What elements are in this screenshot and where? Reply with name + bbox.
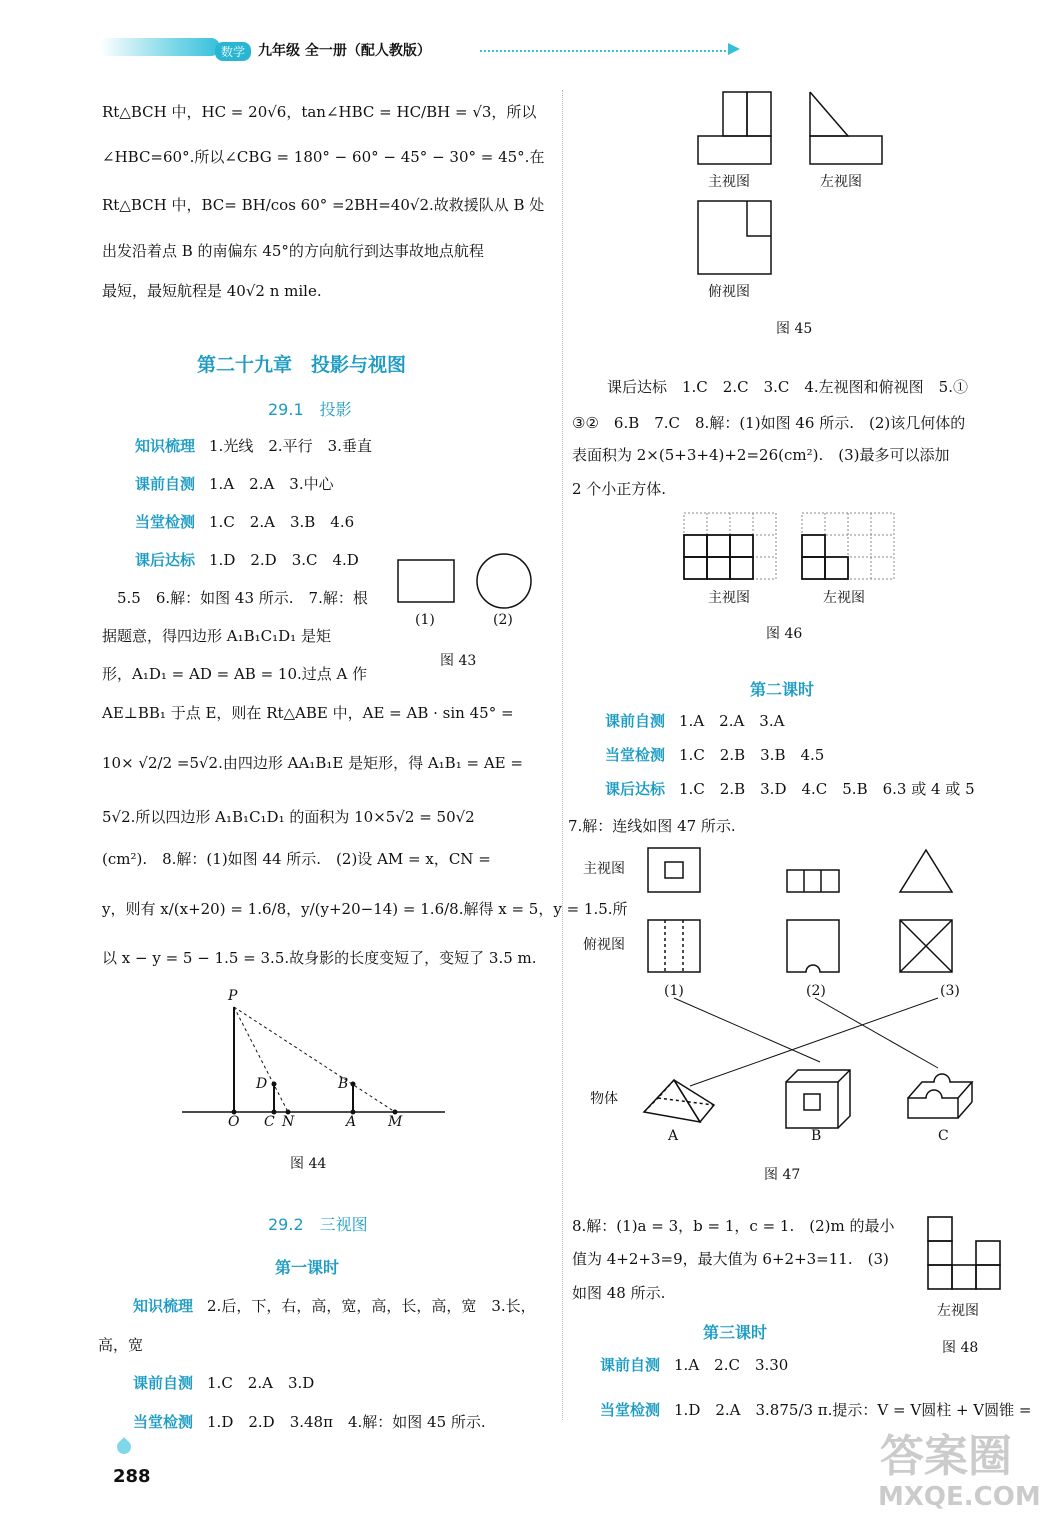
column-divider bbox=[562, 90, 563, 1420]
fig47-label-a: A bbox=[668, 1128, 679, 1144]
fig44-label-d: D bbox=[256, 1076, 268, 1092]
row-text: 1.C 2.B 3.B 4.5 bbox=[679, 746, 825, 764]
l2-row-2 bbox=[605, 744, 824, 765]
row-text: 1.C 2.A 3.B 4.6 bbox=[209, 513, 355, 531]
fig47-object-label: 物体 bbox=[590, 1091, 618, 1107]
fig45-side-label: 左视图 bbox=[820, 174, 862, 190]
s1-body-9: 以 x − y = 5 − 1.5 = 3.5.故身影的长度变短了，变短了 3.5 m. bbox=[102, 949, 537, 967]
row-text: 1.A 2.A 3.A bbox=[679, 712, 785, 730]
s1-body-7: (cm²). 8.解：(1)如图 44 所示. (2)设 AM = x，CN = bbox=[102, 850, 491, 868]
s1-row-1 bbox=[135, 435, 372, 456]
row-text: 1.A 2.A 3.中心 bbox=[209, 475, 334, 493]
lesson-1-title: 第一课时 bbox=[275, 1258, 340, 1277]
p8-line-1: 8.解：(1)a = 3，b = 1，c = 1. (2)m 的最小 bbox=[572, 1217, 895, 1235]
s1-body-2: 据题意，得四边形 A₁B₁C₁D₁ 是矩 bbox=[102, 627, 331, 645]
s2-row-2 bbox=[133, 1372, 314, 1393]
fig48-cell bbox=[928, 1217, 952, 1241]
row-label: 知识梳理 bbox=[133, 1297, 194, 1315]
fig45-front-label: 主视图 bbox=[708, 174, 750, 190]
fig45-front-left-col bbox=[723, 92, 747, 136]
row-label: 当堂检测 bbox=[135, 513, 196, 531]
fig47-object-c bbox=[908, 1074, 972, 1118]
row-text: 1.C 2.A 3.D bbox=[207, 1374, 315, 1392]
fig47-number-1: (1) bbox=[664, 983, 684, 999]
row-label: 当堂检测 bbox=[600, 1401, 661, 1419]
row-label: 当堂检测 bbox=[605, 746, 666, 764]
row-label: 课前自测 bbox=[133, 1374, 194, 1392]
fig47-front-1 bbox=[648, 848, 700, 892]
fig43-caption: 图 43 bbox=[440, 653, 477, 669]
row-text: 2.后，下，右，高，宽，高，长，高，宽 3.长， bbox=[207, 1297, 536, 1315]
fig47-label-c: C bbox=[938, 1128, 949, 1144]
row-text: 1.C 2.B 3.D 4.C 5.B 6.3 或 4 或 5 bbox=[679, 780, 975, 798]
fig46-caption: 图 46 bbox=[766, 626, 803, 642]
fig44-label-b: B bbox=[338, 1076, 349, 1092]
fig47-link-3-a bbox=[690, 998, 938, 1086]
fig47-front-label: 主视图 bbox=[583, 861, 625, 877]
fig47-link-1-b bbox=[674, 998, 820, 1062]
fig46-front-label: 主视图 bbox=[708, 590, 750, 606]
hk-line-4: 2 个小正方体. bbox=[572, 480, 667, 498]
fig47-top-2 bbox=[787, 920, 839, 972]
fig45-caption: 图 45 bbox=[776, 321, 813, 337]
fig47-object-b bbox=[786, 1070, 850, 1128]
s2-row-1 bbox=[133, 1295, 536, 1316]
s1-body-6: 5√2.所以四边形 A₁B₁C₁D₁ 的面积为 10×5√2 = 50√2 bbox=[102, 808, 475, 826]
intro-line-1: Rt△BCH 中，HC = 20√6，tan∠HBC = HC/BH = √3，所以 bbox=[102, 103, 537, 121]
fig44-label-a: A bbox=[346, 1114, 357, 1130]
drop-icon bbox=[114, 1437, 134, 1457]
fig43-rectangle bbox=[398, 560, 454, 602]
row-text: 1.D 2.D 3.48π 4.解：如图 45 所示. bbox=[207, 1413, 486, 1431]
fig48-cell bbox=[928, 1265, 952, 1289]
l2-row-1 bbox=[605, 710, 784, 731]
fig44-label-c: C bbox=[264, 1114, 275, 1130]
fig44-label-o: O bbox=[228, 1114, 240, 1130]
figure-44 bbox=[180, 985, 450, 1125]
chapter-title: 第二十九章 投影与视图 bbox=[197, 354, 407, 376]
fig45-side-triangle bbox=[810, 92, 848, 136]
fig46-front-cell bbox=[684, 557, 707, 579]
fig43-label-2: (2) bbox=[493, 612, 513, 628]
fig47-object-a bbox=[644, 1080, 714, 1122]
book-info: 九年级 全一册（配人教版） bbox=[258, 43, 431, 59]
fig47-link-2-c bbox=[815, 998, 938, 1068]
fig46-front-cell bbox=[684, 535, 707, 557]
l3-row-1 bbox=[600, 1354, 788, 1375]
fig47-top-label: 俯视图 bbox=[583, 937, 625, 953]
s1-body-8: y，则有 x/(x+20) = 1.6/8，y/(y+20−14) = 1.6/8.解得 x = 5，y = 1.5.所 bbox=[102, 900, 628, 918]
row-text: 1.D 2.D 3.C 4.D bbox=[209, 551, 359, 569]
fig44-label-m: M bbox=[388, 1114, 403, 1130]
fig45-top-label: 俯视图 bbox=[708, 284, 750, 300]
fig44-point-b bbox=[351, 1082, 356, 1087]
fig44-ray-pm bbox=[234, 1007, 395, 1112]
fig45-top-inner bbox=[747, 201, 771, 236]
subject-badge: 数学 bbox=[215, 42, 251, 61]
fig44-point-d bbox=[272, 1082, 277, 1087]
fig46-side-cell bbox=[802, 535, 825, 557]
fig43-circle bbox=[477, 554, 531, 608]
fig47-caption: 图 47 bbox=[764, 1167, 801, 1183]
fig46-side-cell bbox=[802, 557, 825, 579]
fig47-front-1-inner bbox=[665, 862, 683, 878]
fig48-cell bbox=[976, 1241, 1000, 1265]
l2-row-3 bbox=[605, 778, 975, 799]
figure-46 bbox=[680, 510, 930, 585]
fig48-cell bbox=[928, 1241, 952, 1265]
fig47-label-b: B bbox=[811, 1128, 822, 1144]
fig46-front-cell bbox=[707, 557, 730, 579]
fig45-front-base bbox=[698, 136, 771, 164]
page-number: 288 bbox=[113, 1466, 151, 1487]
intro-line-4: 出发沿着点 B 的南偏东 45°的方向航行到达事故地点航程 bbox=[102, 242, 484, 260]
p8-line-2: 值为 4+2+3=9，最大值为 6+2+3=11. (3) bbox=[572, 1250, 889, 1268]
s1-row-3 bbox=[135, 511, 354, 532]
fig48-cell bbox=[976, 1265, 1000, 1289]
l3-row-2 bbox=[600, 1399, 1031, 1420]
fig47-front-3 bbox=[900, 850, 952, 892]
lesson-2-title: 第二课时 bbox=[750, 680, 815, 699]
fig46-side-label: 左视图 bbox=[823, 590, 865, 606]
row-text: 1.光线 2.平行 3.垂直 bbox=[209, 437, 372, 455]
hk-line-3: 表面积为 2×(5+3+4)+2=26(cm²). (3)最多可以添加 bbox=[572, 446, 950, 464]
hk-line-2: ③② 6.B 7.C 8.解：(1)如图 46 所示. (2)该几何体的 bbox=[572, 414, 966, 432]
intro-line-5: 最短，最短航程是 40√2 n mile. bbox=[102, 282, 322, 300]
row-label: 当堂检测 bbox=[133, 1413, 194, 1431]
hk-line-1: 课后达标 1.C 2.C 3.C 4.左视图和俯视图 5.① bbox=[607, 378, 968, 396]
l2-q7: 7.解：连线如图 47 所示. bbox=[568, 817, 736, 835]
section-title-29-2: 29.2 三视图 bbox=[268, 1215, 368, 1234]
fig46-side-cell bbox=[825, 557, 848, 579]
s1-body-1: 5.5 6.解：如图 43 所示. 7.解：根 bbox=[117, 589, 368, 607]
fig44-label-p: P bbox=[228, 988, 238, 1004]
row-label: 课后达标 bbox=[135, 551, 196, 569]
section-title-29-1: 29.1 投影 bbox=[268, 400, 352, 419]
row-label: 课前自测 bbox=[135, 475, 196, 493]
fig43-label-1: (1) bbox=[415, 612, 435, 628]
s1-body-5: 10× √2/2 =5√2.由四边形 AA₁B₁E 是矩形，得 A₁B₁ = AE = bbox=[102, 754, 523, 772]
s2-row-3 bbox=[133, 1411, 486, 1432]
fig46-front-cell bbox=[707, 535, 730, 557]
fig44-label-n: N bbox=[282, 1114, 295, 1130]
figure-48 bbox=[925, 1212, 1005, 1292]
row-label: 课后达标 bbox=[605, 780, 666, 798]
fig45-side-base bbox=[810, 136, 882, 164]
fig47-number-2: (2) bbox=[806, 983, 826, 999]
fig48-side-label: 左视图 bbox=[937, 1303, 979, 1319]
arrow-icon bbox=[728, 43, 740, 55]
p8-line-3: 如图 48 所示. bbox=[572, 1284, 666, 1302]
watermark-url: MXQE.COM bbox=[878, 1482, 1041, 1512]
fig47-number-3: (3) bbox=[940, 983, 960, 999]
lesson-3-title: 第三课时 bbox=[703, 1323, 768, 1342]
fig44-caption: 图 44 bbox=[290, 1156, 327, 1172]
fig46-front-cell bbox=[730, 557, 753, 579]
fig47-front-2 bbox=[787, 870, 839, 892]
fig47-top-1 bbox=[648, 920, 700, 972]
intro-line-3: Rt△BCH 中，BC= BH/cos 60° =2BH=40√2.故救援队从 B 处 bbox=[102, 196, 545, 214]
fig48-caption: 图 48 bbox=[942, 1340, 979, 1356]
row-text: 1.A 2.C 3.30 bbox=[674, 1356, 789, 1374]
row-label: 课前自测 bbox=[605, 712, 666, 730]
row-label: 知识梳理 bbox=[135, 437, 196, 455]
fig45-front-right-col bbox=[747, 92, 771, 136]
s1-body-3: 形，A₁D₁ = AD = AB = 10.过点 A 作 bbox=[102, 665, 368, 683]
s2-row-1-cont: 高，宽 bbox=[98, 1336, 144, 1354]
fig45-top-outer bbox=[698, 201, 771, 274]
fig46-front-cell bbox=[730, 535, 753, 557]
s1-row-2 bbox=[135, 473, 334, 494]
watermark-logo: 答案圈 bbox=[880, 1431, 1012, 1482]
fig48-cell bbox=[952, 1265, 976, 1289]
header-dotted-line bbox=[480, 50, 730, 52]
header-decoration bbox=[100, 38, 220, 56]
intro-line-2: ∠HBC=60°.所以∠CBG = 180° − 60° − 45° − 30° = 45°.在 bbox=[102, 148, 545, 166]
s1-body-4: AE⊥BB₁ 于点 E，则在 Rt△ABE 中，AE = AB · sin 45° = bbox=[102, 704, 514, 722]
row-text: 1.D 2.A 3.875/3 π.提示：V = V圆柱 + V圆锥 = bbox=[674, 1401, 1032, 1419]
s1-row-4 bbox=[135, 549, 359, 570]
fig44-ray-pn bbox=[234, 1007, 288, 1112]
row-label: 课前自测 bbox=[600, 1356, 661, 1374]
